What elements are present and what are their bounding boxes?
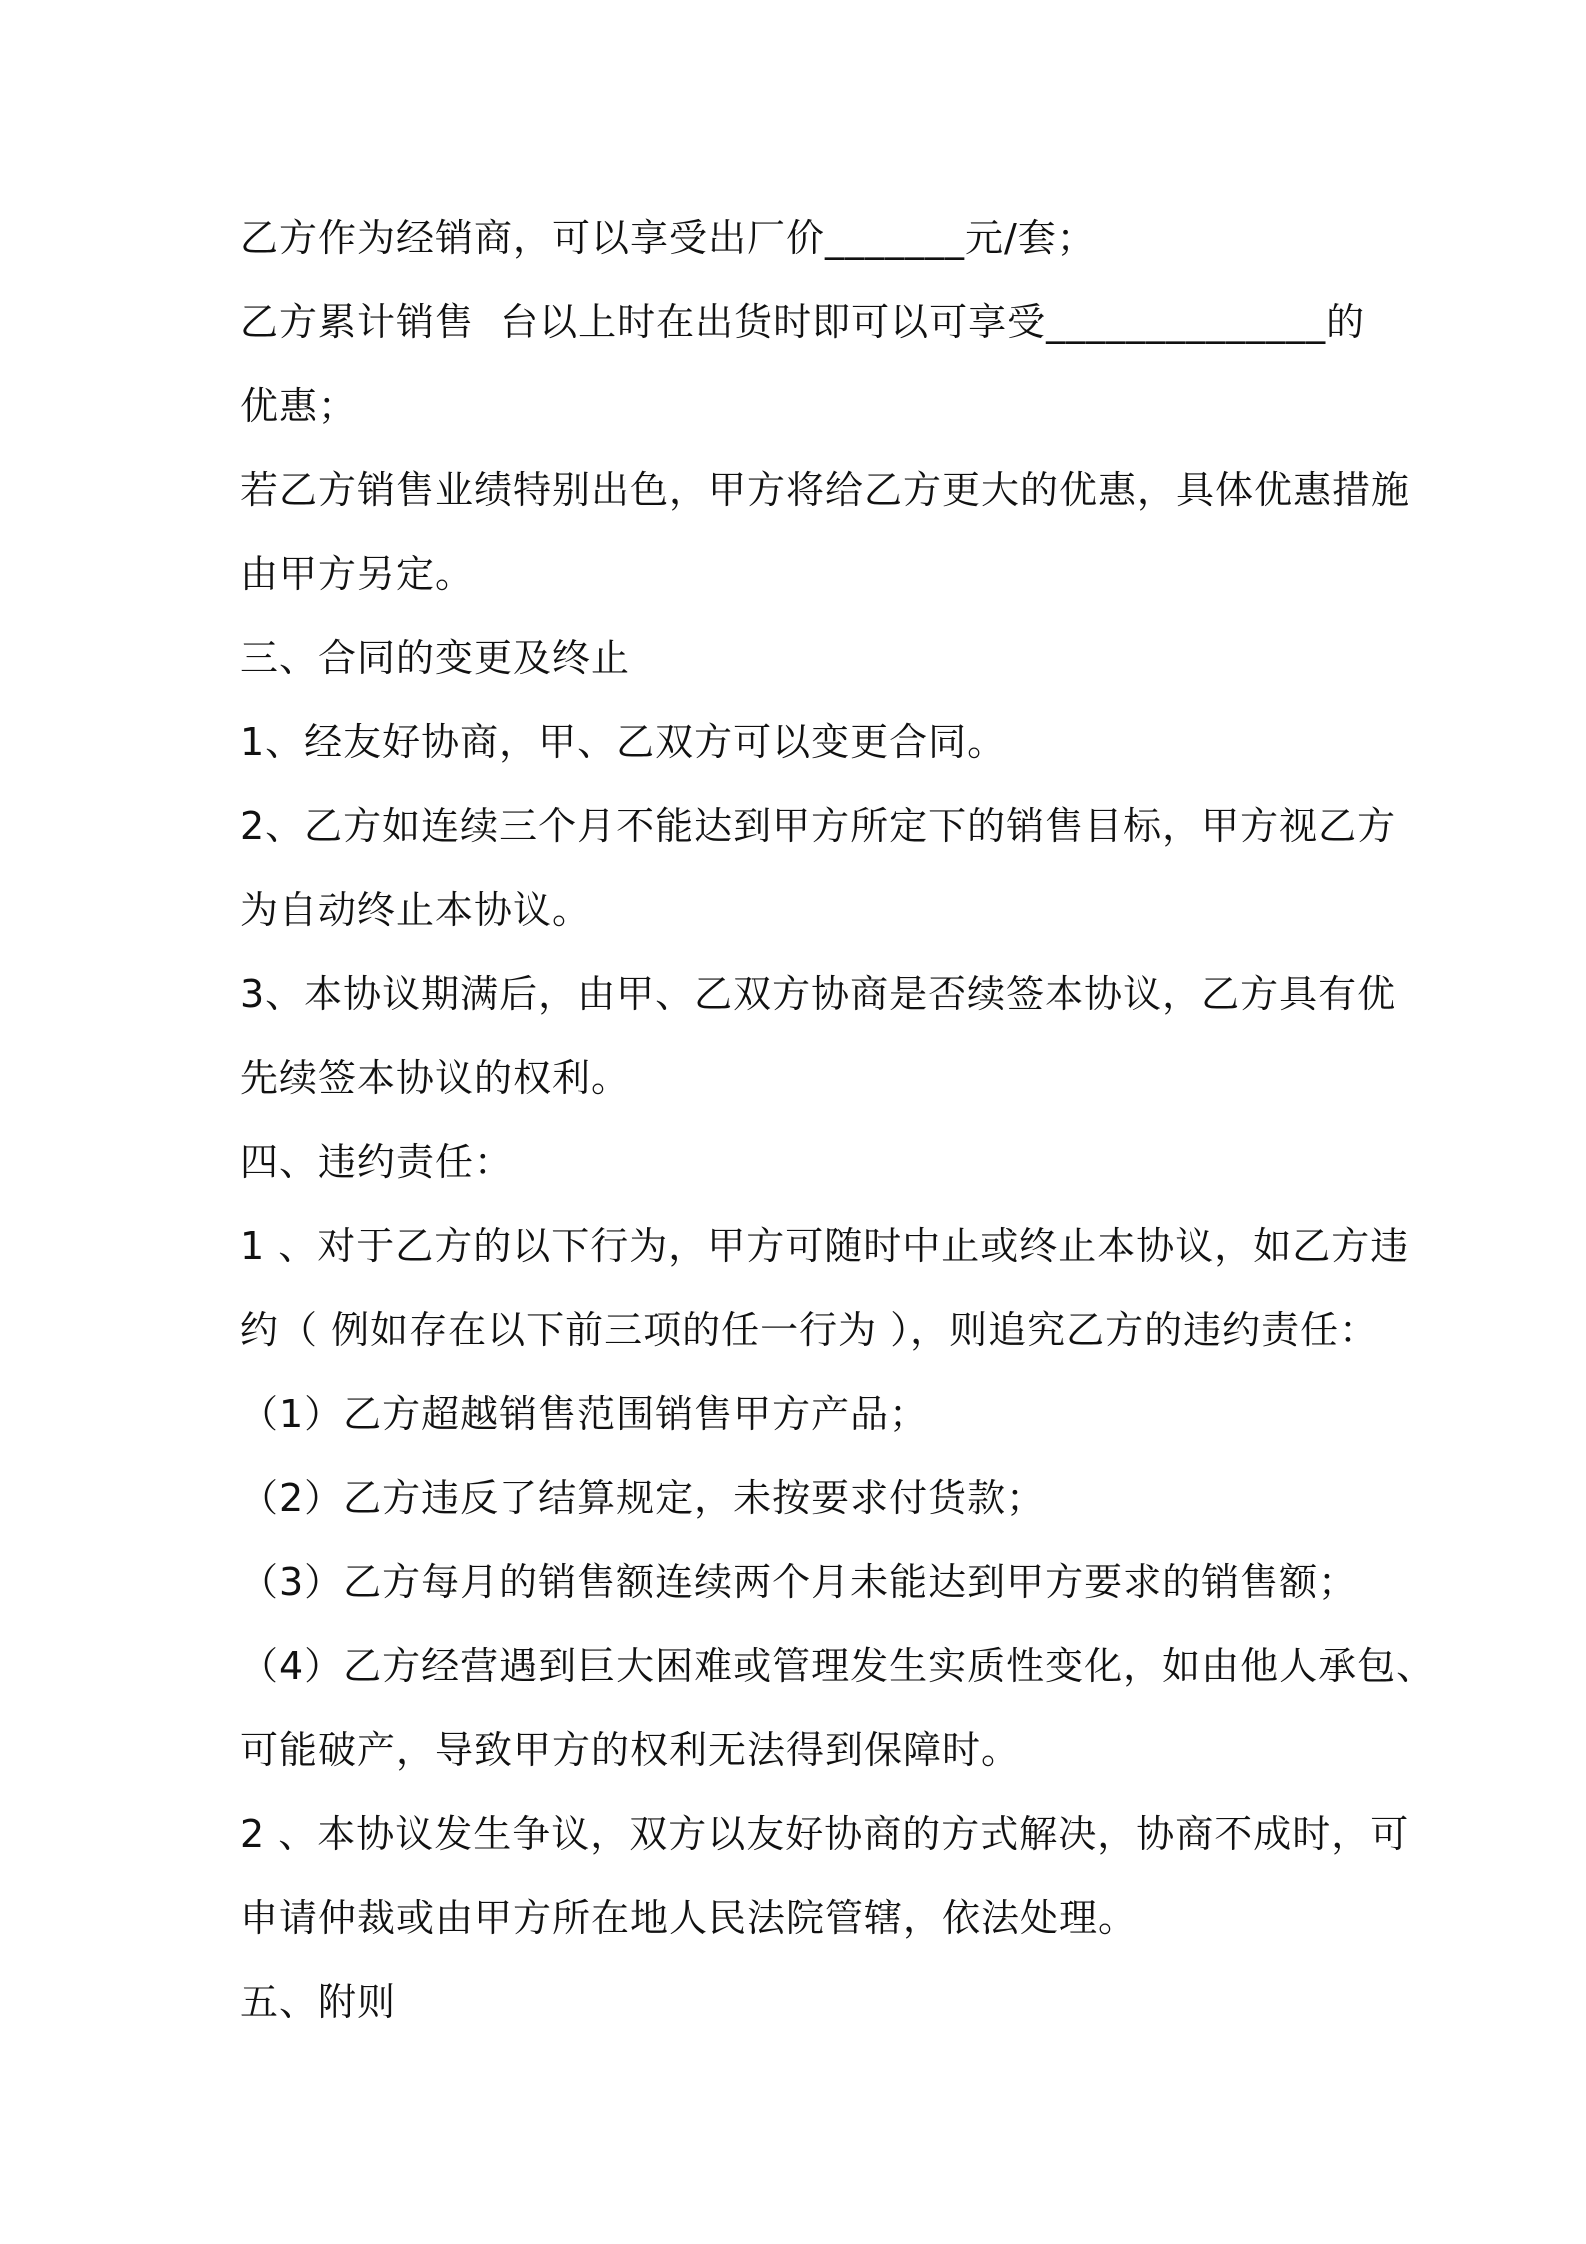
text-line: 2 、本协议发生争议，双方以友好协商的方式解决，协商不成时，可 bbox=[240, 1812, 1410, 1856]
list-item: （1）乙方超越销售范围销售甲方产品； bbox=[240, 1392, 929, 1436]
text-line: 乙方累计销售 台以上时在出货时即可以可享受______________的 bbox=[240, 300, 1366, 344]
section-heading: 三、合同的变更及终止 bbox=[240, 636, 631, 680]
list-item: （2）乙方违反了结算规定，未按要求付货款； bbox=[240, 1476, 1046, 1520]
text-line: 可能破产，导致甲方的权利无法得到保障时。 bbox=[240, 1728, 1021, 1772]
text-line: 约（ 例如存在以下前三项的任一行为 ），则追究乙方的违约责任： bbox=[240, 1308, 1379, 1352]
text-line: 若乙方销售业绩特别出色，甲方将给乙方更大的优惠，具体优惠措施 bbox=[240, 468, 1411, 512]
list-item: （3）乙方每月的销售额连续两个月未能达到甲方要求的销售额； bbox=[240, 1560, 1358, 1604]
text-line: 为自动终止本协议。 bbox=[240, 888, 592, 932]
text-line: 乙方作为经销商，可以享受出厂价_______元/套； bbox=[240, 216, 1096, 260]
text-line: 2、乙方如连续三个月不能达到甲方所定下的销售目标，甲方视乙方 bbox=[240, 804, 1397, 848]
section-heading: 五、附则 bbox=[240, 1980, 397, 2024]
section-heading: 四、违约责任： bbox=[240, 1140, 514, 1184]
text-line: 由甲方另定。 bbox=[240, 552, 475, 596]
text-line: 优惠； bbox=[240, 384, 358, 428]
text-line: 3、本协议期满后，由甲、乙双方协商是否续签本协议，乙方具有优 bbox=[240, 972, 1397, 1016]
list-item: （4）乙方经营遇到巨大困难或管理发生实质性变化，如由他人承包、 bbox=[240, 1644, 1436, 1688]
document-body bbox=[240, 196, 1436, 2044]
text-line: 先续签本协议的权利。 bbox=[240, 1056, 631, 1100]
text-line: 1 、对于乙方的以下行为，甲方可随时中止或终止本协议，如乙方违 bbox=[240, 1224, 1410, 1268]
text-line: 申请仲裁或由甲方所在地人民法院管辖，依法处理。 bbox=[240, 1896, 1138, 1940]
text-line: 1、经友好协商，甲、乙双方可以变更合同。 bbox=[240, 720, 1007, 764]
